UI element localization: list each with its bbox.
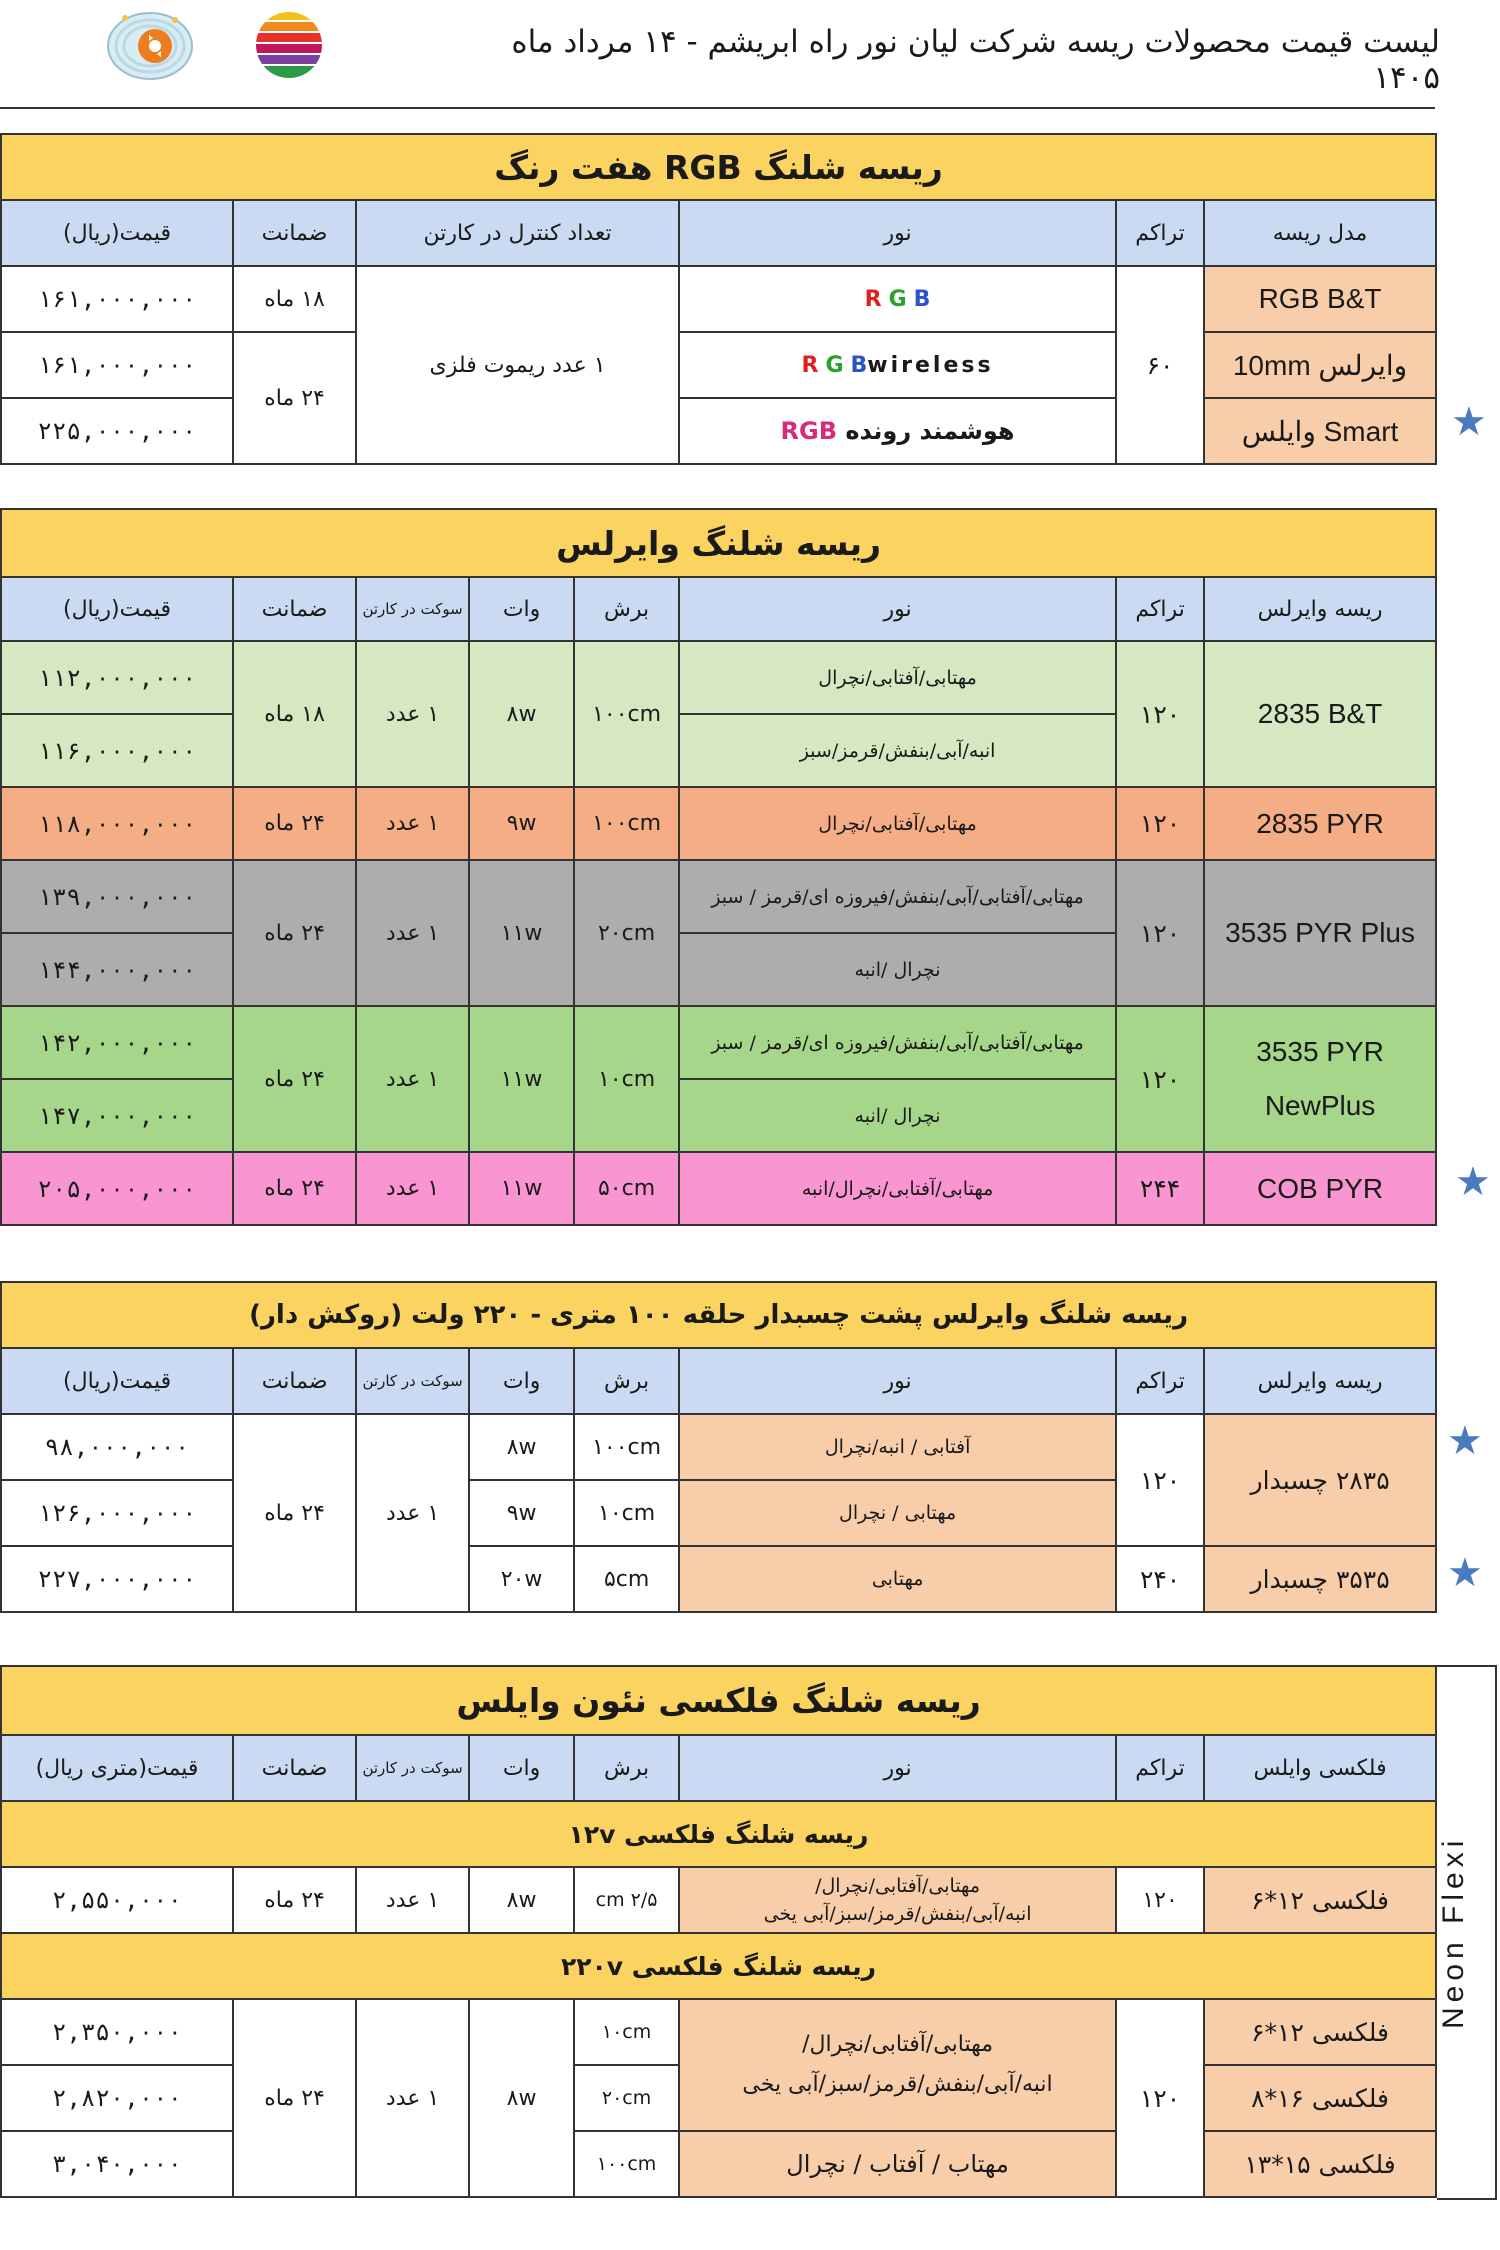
socket-cell: ۱ عدد [356,860,469,1006]
wireless-hose-table [0,508,1437,1226]
rgb-letter-b: B [850,352,868,378]
price-cell: ۱۶۱,۰۰۰,۰۰۰ [1,266,233,332]
watt-cell: ۸w [469,641,574,787]
header-density: تراکم [1116,200,1204,266]
header-model: ریسه وایرلس [1204,1348,1436,1414]
header-light: نور [679,577,1116,641]
header-watt: وات [469,577,574,641]
price-cell: ۲,۳۵۰,۰۰۰ [1,1999,233,2065]
model-cell: فلکسی ۱۵*۱۳ [1204,2131,1436,2197]
density-cell: ۱۲۰ [1116,1006,1204,1152]
header-light: نور [679,1735,1116,1801]
rgb-hose-table [0,133,1437,465]
price-cell: ۲,۵۵۰,۰۰۰ [1,1867,233,1933]
watt-cell: ۲۰w [469,1546,574,1612]
cut-cell: ۱۰cm [574,1480,679,1546]
density-cell: ۲۴۰ [1116,1546,1204,1612]
light-rgb-smart-cell [679,398,1116,464]
rgb-letter-g: G [888,286,907,312]
warranty-cell: ۲۴ ماه [233,787,356,860]
cut-cell: ۱۰cm [574,1006,679,1152]
warranty-cell: ۲۴ ماه [233,332,356,464]
section-title: ریسه شلنگ وایرلس پشت چسبدار حلقه ۱۰۰ متری - ۲۲۰ ولت (روکش دار) [1,1282,1436,1348]
price-cell: ۱۶۱,۰۰۰,۰۰۰ [1,332,233,398]
density-cell: ۱۲۰ [1116,860,1204,1006]
adhesive-hose-table [0,1281,1437,1613]
header-density: تراکم [1116,577,1204,641]
model-cell: 2835 B&T [1204,641,1436,787]
price-cell: ۱۳۹,۰۰۰,۰۰۰ [1,860,233,933]
price-cell: ۱۴۲,۰۰۰,۰۰۰ [1,1006,233,1079]
warranty-cell: ۱۸ ماه [233,641,356,787]
light-line-2: انبه/آبی/بنفش/قرمز/سبز/آبی یخی [742,2072,1053,2097]
header-warranty: ضمانت [233,200,356,266]
warranty-cell: ۲۴ ماه [233,1867,356,1933]
rgb-smart-prefix: RGB [780,417,838,445]
socket-cell: ۱ عدد [356,1152,469,1225]
neon-side-label: Neon Flexi [1437,1835,1470,2030]
light-cell: مهتابی/آفتابی/نچرال [679,641,1116,714]
price-cell: ۱۲۶,۰۰۰,۰۰۰ [1,1480,233,1546]
rgb-letter-b: B [913,286,931,312]
density-cell: ۱۲۰ [1116,1414,1204,1546]
model-cell: فلکسی ۱۲*۶ [1204,1867,1436,1933]
header-model: ریسه وایرلس [1204,577,1436,641]
header-density: تراکم [1116,1348,1204,1414]
light-cell: آفتابی / انبه/نچرال [679,1414,1116,1480]
star-icon: ★ [1447,1550,1483,1596]
model-cell: وایرلس 10mm [1204,332,1436,398]
model-cell: RGB B&T [1204,266,1436,332]
header-warranty: ضمانت [233,1735,356,1801]
cut-cell: ۲۰cm [574,2065,679,2131]
model-cell: 2835 PYR [1204,787,1436,860]
section-title: ریسه شلنگ RGB هفت رنگ [1,134,1436,200]
light-cell: مهتابی / نچرال [679,1480,1116,1546]
model-cell: Smart وایلس [1204,398,1436,464]
model-cell: فلکسی ۱۶*۸ [1204,2065,1436,2131]
section-title: ریسه شلنگ فلکسی نئون وایلس [1,1666,1436,1735]
price-cell: ۱۴۴,۰۰۰,۰۰۰ [1,933,233,1006]
model-cell: فلکسی ۱۲*۶ [1204,1999,1436,2065]
watt-cell: ۸w [469,1867,574,1933]
warranty-cell: ۲۴ ماه [233,1006,356,1152]
header-watt: وات [469,1348,574,1414]
model-line-1: 3535 PYR [1256,1036,1384,1067]
header-divider [0,107,1435,109]
header-light: نور [679,200,1116,266]
light-rgb-cell [679,266,1116,332]
subsection-title: ریسه شلنگ فلکسی ۲۲۰v [1,1933,1436,1999]
cut-cell: ۲۰cm [574,860,679,1006]
density-cell: ۱۲۰ [1116,1867,1204,1933]
model-cell: ۳۵۳۵ چسبدار [1204,1546,1436,1612]
light-cell: مهتاب / آفتاب / نچرال [679,2131,1116,2197]
wireless-word: wireless [867,352,994,378]
header-remote: تعداد کنترل در کارتن [356,200,679,266]
price-cell: ۲۰۵,۰۰۰,۰۰۰ [1,1152,233,1225]
model-cell: 3535 PYR Plus [1204,860,1436,1006]
header-warranty: ضمانت [233,577,356,641]
watt-cell: ۱۱w [469,860,574,1006]
price-cell: ۱۴۷,۰۰۰,۰۰۰ [1,1079,233,1152]
light-line-2: انبه/آبی/بنفش/قرمز/سبز/آبی یخی [763,1903,1032,1925]
light-rgb-wireless-cell [679,332,1116,398]
watt-cell: ۸w [469,1999,574,2197]
warranty-cell: ۲۴ ماه [233,1999,356,2197]
header-density: تراکم [1116,1735,1204,1801]
light-cell: انبه/آبی/بنفش/قرمز/سبز [679,714,1116,787]
price-cell: ۱۱۲,۰۰۰,۰۰۰ [1,641,233,714]
header-warranty: ضمانت [233,1348,356,1414]
header-price: قیمت(متری ریال) [1,1735,233,1801]
light-cell: مهتابی/آفتابی/آبی/بنفش/فیروزه ای/قرمز / سبز [679,1006,1116,1079]
model-cell: COB PYR [1204,1152,1436,1225]
watt-cell: ۹w [469,1480,574,1546]
light-cell: مهتابی/آفتابی/نچرال [679,787,1116,860]
price-cell: ۲۲۵,۰۰۰,۰۰۰ [1,398,233,464]
cut-cell: ۱۰cm [574,1999,679,2065]
page-title: لیست قیمت محصولات ریسه شرکت لیان نور راه ابریشم - ۱۴ مرداد ماه ۱۴۰۵ [511,24,1440,96]
model-cell: ۲۸۳۵ چسبدار [1204,1414,1436,1546]
light-cell: نچرال /انبه [679,1079,1116,1152]
price-cell: ۱۱۶,۰۰۰,۰۰۰ [1,714,233,787]
price-cell: ۲۲۷,۰۰۰,۰۰۰ [1,1546,233,1612]
watt-cell: ۸w [469,1414,574,1480]
socket-cell: ۱ عدد [356,1867,469,1933]
company-logo [250,10,328,80]
cut-cell: ۲/۵ cm [574,1867,679,1933]
warranty-cell: ۱۸ ماه [233,266,356,332]
header-watt: وات [469,1735,574,1801]
header-model: فلکسی وایلس [1204,1735,1436,1801]
watt-cell: ۹w [469,787,574,860]
header-socket: سوکت در کارتن [356,1735,469,1801]
light-cell: مهتابی/آفتابی/آبی/بنفش/فیروزه ای/قرمز / سبز [679,860,1116,933]
header-cut: برش [574,577,679,641]
density-cell: ۲۴۴ [1116,1152,1204,1225]
led-reel-icon [105,6,195,82]
model-cell [1204,1006,1436,1152]
cut-cell: ۱۰۰cm [574,787,679,860]
header-model: مدل ریسه [1204,200,1436,266]
cut-cell: ۵۰cm [574,1152,679,1225]
model-line-2: NewPlus [1264,1090,1376,1121]
density-cell: ۱۲۰ [1116,1999,1204,2197]
price-cell: ۱۱۸,۰۰۰,۰۰۰ [1,787,233,860]
remote-cell: ۱ عدد ریموت فلزی [356,266,679,464]
header-socket: سوکت در کارتن [356,1348,469,1414]
socket-cell: ۱ عدد [356,1999,469,2197]
warranty-cell: ۲۴ ماه [233,860,356,1006]
cut-cell: ۵cm [574,1546,679,1612]
density-cell: ۱۲۰ [1116,787,1204,860]
star-icon: ★ [1447,1418,1483,1464]
socket-cell: ۱ عدد [356,641,469,787]
density-cell: ۶۰ [1116,266,1204,464]
watt-cell: ۱۱w [469,1006,574,1152]
section-title: ریسه شلنگ وایرلس [1,509,1436,577]
watt-cell: ۱۱w [469,1152,574,1225]
light-cell [679,1999,1116,2131]
light-line-1: مهتابی/آفتابی/نچرال/ [802,2032,994,2057]
header-socket: سوکت در کارتن [356,577,469,641]
star-icon: ★ [1455,1159,1491,1205]
header-price: قیمت(ریال) [1,577,233,641]
subsection-title: ریسه شلنگ فلکسی ۱۲v [1,1801,1436,1867]
header-price: قیمت(ریال) [1,200,233,266]
rgb-smart-label: هوشمند رونده [845,417,1015,445]
light-cell: مهتابی [679,1546,1116,1612]
cut-cell: ۱۰۰cm [574,641,679,787]
socket-cell: ۱ عدد [356,1006,469,1152]
price-cell: ۹۸,۰۰۰,۰۰۰ [1,1414,233,1480]
header-light: نور [679,1348,1116,1414]
light-cell: نچرال /انبه [679,933,1116,1006]
socket-cell: ۱ عدد [356,787,469,860]
light-cell: مهتابی/آفتابی/نچرال/انبه [679,1152,1116,1225]
light-line-1: مهتابی/آفتابی/نچرال/ [815,1875,980,1897]
cut-cell: ۱۰۰cm [574,1414,679,1480]
rgb-letter-g: G [825,352,844,378]
star-icon: ★ [1451,399,1487,445]
price-cell: ۲,۸۲۰,۰۰۰ [1,2065,233,2131]
socket-cell: ۱ عدد [356,1414,469,1612]
header-cut: برش [574,1735,679,1801]
cut-cell: ۱۰۰cm [574,2131,679,2197]
rgb-letter-r: R [864,286,882,312]
density-cell: ۱۲۰ [1116,641,1204,787]
warranty-cell: ۲۴ ماه [233,1414,356,1612]
header-price: قیمت(ریال) [1,1348,233,1414]
light-cell [679,1867,1116,1933]
price-cell: ۳,۰۴۰,۰۰۰ [1,2131,233,2197]
neon-flexi-table [0,1665,1437,2198]
warranty-cell: ۲۴ ماه [233,1152,356,1225]
header-cut: برش [574,1348,679,1414]
rgb-letter-r: R [801,352,819,378]
